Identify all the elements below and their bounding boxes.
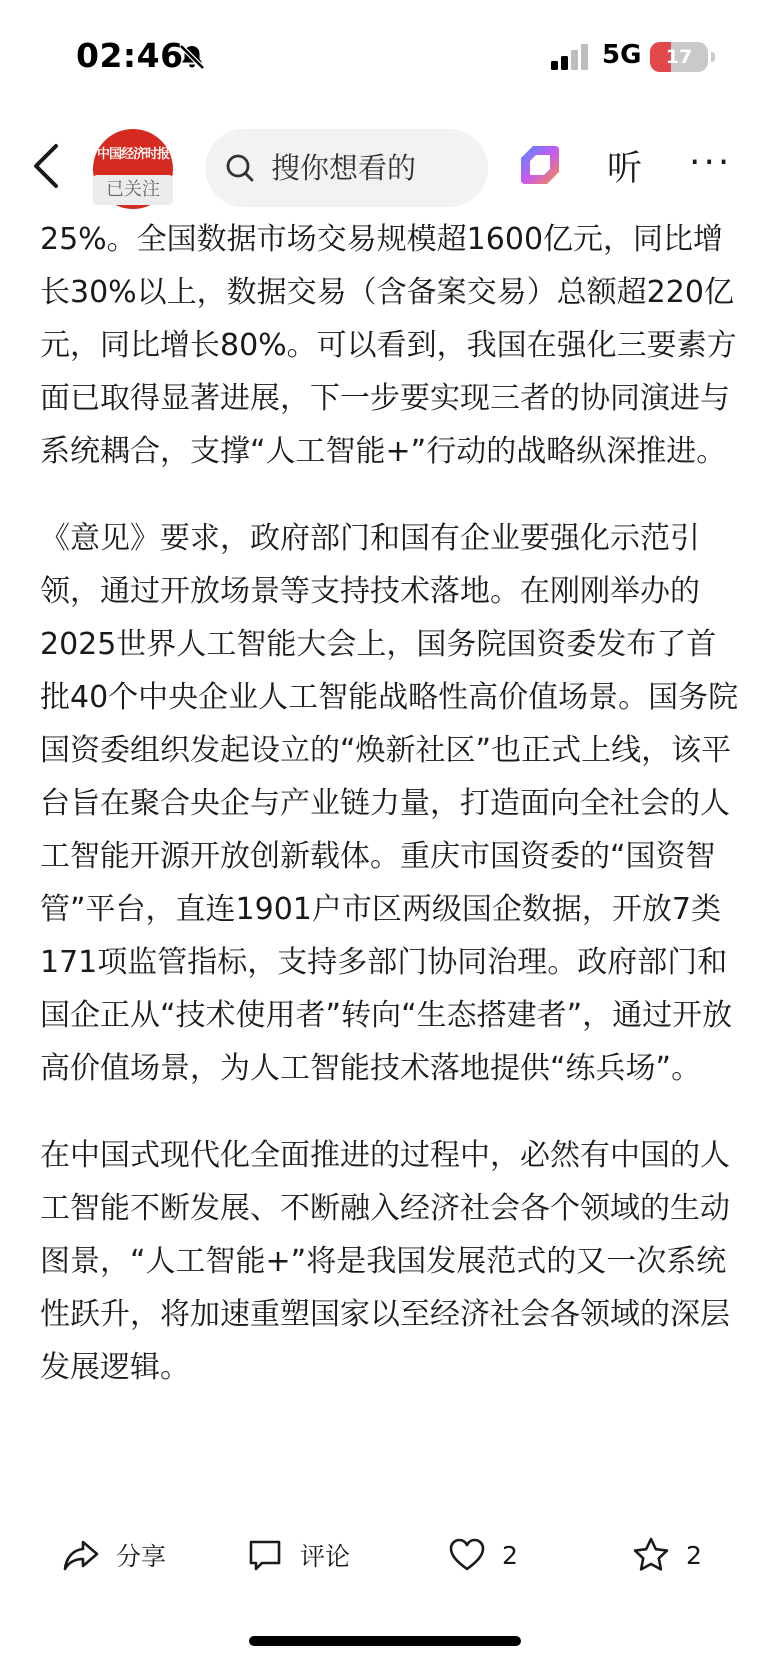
share-icon bbox=[62, 1536, 100, 1574]
publisher-logo: 中国经济时报 bbox=[96, 147, 169, 162]
heart-icon bbox=[448, 1536, 486, 1574]
follow-status-badge[interactable]: 已关注 bbox=[93, 175, 173, 205]
article-paragraph: 25%。全国数据市场交易规模超1600亿元，同比增长30%以上，数据交易（含备案交易）总额超220亿元，同比增长80%。可以看到，我国在强化三要素方面已取得显著进展，下一步要实现三者的协同演进与系统耦合，支撑“人工智能+”行动的战略纵深推进。 bbox=[40, 222, 737, 469]
battery-tip bbox=[711, 52, 715, 62]
share-button[interactable] bbox=[62, 1520, 166, 1590]
network-type: 5G bbox=[602, 40, 642, 70]
search-bar[interactable] bbox=[205, 129, 488, 207]
comment-button[interactable] bbox=[246, 1520, 350, 1590]
more-icon[interactable]: ··· bbox=[689, 142, 733, 183]
article-body bbox=[40, 213, 740, 1428]
share-label: 分享 bbox=[116, 1542, 167, 1571]
favorite-count: 2 bbox=[686, 1540, 702, 1570]
brand-logo-icon[interactable] bbox=[519, 144, 561, 186]
star-icon bbox=[632, 1536, 670, 1574]
signal-icon bbox=[551, 44, 591, 70]
top-nav bbox=[0, 120, 769, 220]
action-bar bbox=[0, 1520, 769, 1590]
battery-percent: 17 bbox=[665, 46, 693, 68]
listen-button[interactable]: 听 bbox=[607, 149, 643, 189]
home-indicator[interactable] bbox=[249, 1636, 521, 1646]
status-time: 02:46 bbox=[76, 36, 184, 75]
bell-off-icon bbox=[178, 43, 206, 71]
article-paragraph: 在中国式现代化全面推进的过程中，必然有中国的人工智能不断发展、不断融入经济社会各个领域的生动图景，“人工智能+”将是我国发展范式的又一次系统性跃升，将加速重塑国家以至经济社会各领域的深层发展逻辑。 bbox=[40, 1138, 730, 1385]
search-icon bbox=[225, 153, 255, 183]
like-button[interactable] bbox=[448, 1520, 518, 1590]
favorite-button[interactable] bbox=[632, 1520, 702, 1590]
article-paragraph: 《意见》要求，政府部门和国有企业要强化示范引领，通过开放场景等支持技术落地。在刚刚举办的2025世界人工智能大会上，国务院国资委发布了首批40个中央企业人工智能战略性高价值场景。国务院国资委组织发起设立的“焕新社区”也正式上线，该平台旨在聚合央企与产业链力量，打造面向全社会的人工智能开源开放创新载体。重庆市国资委的“国资智管”平台，直连1901户市区两级国企数据，开放7类171项监管指标，支持多部门协同治理。政府部门和国企正从“技术使用者”转向“生态搭建者”，通过开放高价值场景，为人工智能技术落地提供“练兵场”。 bbox=[40, 521, 739, 1086]
comment-label: 评论 bbox=[300, 1542, 351, 1571]
back-arrow-icon[interactable] bbox=[30, 142, 64, 190]
battery-icon bbox=[650, 42, 708, 72]
status-bar bbox=[0, 0, 769, 110]
comment-icon bbox=[246, 1536, 284, 1574]
search-input[interactable] bbox=[271, 129, 471, 207]
like-count: 2 bbox=[502, 1540, 518, 1570]
